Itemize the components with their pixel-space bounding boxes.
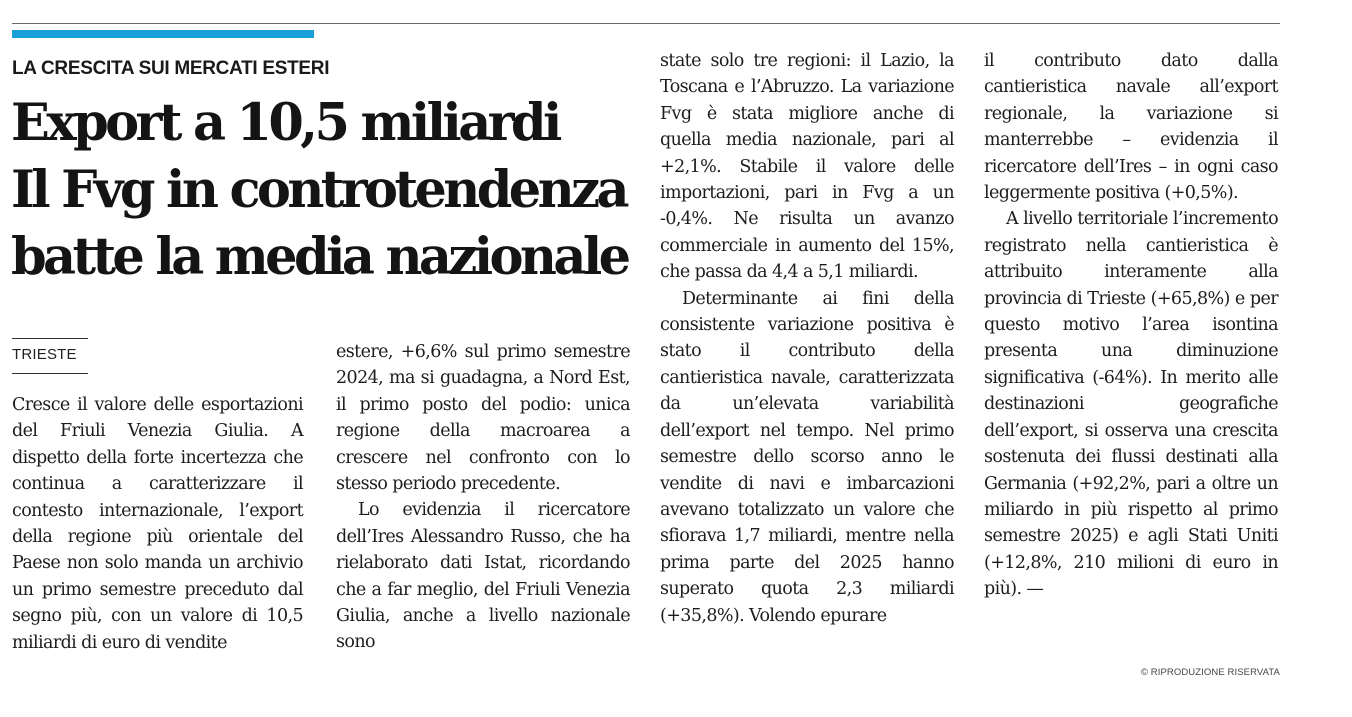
headline-line-2: Il Fvg in controtendenza [11, 160, 626, 220]
section-accent-bar [12, 30, 314, 38]
paragraph: il contributo dato dalla cantieristica navale all’export regionale, la variazione si manterrebbe – evidenzia il ricercatore dell’Ires – in ogni caso leggermente positiva (+0,5%). [984, 51, 1278, 204]
top-rule [12, 23, 1280, 24]
section-kicker: LA CRESCITA SUI MERCATI ESTERI [12, 58, 330, 79]
paragraph: Cresce il valore delle esportazioni del Friuli Venezia Giulia. A dispetto della forte incertezza che continua a caratterizzare il contesto internazionale, l’export della regione più orientale del Paese non solo manda un archivio un primo semestre preceduto dal segno più, con un valore di 10,5 miliardi di euro di vendite [12, 395, 303, 653]
dateline: TRIESTE [12, 346, 77, 363]
headline [11, 90, 636, 291]
article-column-4 [984, 48, 1278, 603]
article-column-2 [336, 339, 630, 656]
paragraph: A livello territoriale l’incremento registrato nella cantieristica è attribuito interamente alla provincia di Trieste (+65,8%) e per questo motivo l’area isontina presenta una diminuzione significativa (-64%). In merito alle destinazioni geografiche dell’export, si osserva una crescita sostenuta dei flussi destinati alla Germania (+92,2%, pari a oltre un miliardo in più rispetto al primo semestre 2025) e agli Stati Uniti (+12,8%, 210 milioni di euro in più). — [984, 209, 1278, 600]
paragraph: state solo tre regioni: il Lazio, la Toscana e l’Abruzzo. La variazione Fvg è stata migliore anche di quella media nazionale, pari al +2,1%. Stabile il valore delle importazioni, pari in Fvg a un -0,4%. Ne risulta un avanzo commerciale in aumento del 15%, che passa da 4,4 a 5,1 miliardi. [660, 51, 954, 283]
article-column-3 [660, 48, 954, 629]
paragraph: Determinante ai fini della consistente variazione positiva è stato il contributo della cantieristica navale, caratterizzata da un’elevata variabilità dell’export nel tempo. Nel primo semestre dello scorso anno le vendite di navi e imbarcazioni avevano totalizzato un valore che sfiorava 1,7 miliardi, mentre nella prima parte del 2025 hanno superato quota 2,3 miliardi (+35,8%). Volendo epurare [660, 288, 954, 626]
copyright-notice: © RIPRODUZIONE RISERVATA [1140, 667, 1280, 678]
paragraph: Lo evidenzia il ricercatore dell’Ires Alessandro Russo, che ha rielaborato dati Istat, ricordando che a far meglio, del Friuli Venezia Giulia, anche a livello nazionale sono [336, 500, 630, 653]
paragraph: estere, +6,6% sul primo semestre 2024, ma si guadagna, a Nord Est, il primo posto del podio: unica regione della macroarea a crescere nel confronto con lo stesso periodo precedente. [336, 342, 630, 495]
headline-line-1: Export a 10,5 miliardi [11, 93, 559, 153]
dateline-rule-bottom [12, 373, 88, 374]
article-column-1 [12, 392, 303, 656]
headline-line-3: batte la media nazionale [11, 227, 628, 287]
dateline-rule-top [12, 338, 88, 339]
